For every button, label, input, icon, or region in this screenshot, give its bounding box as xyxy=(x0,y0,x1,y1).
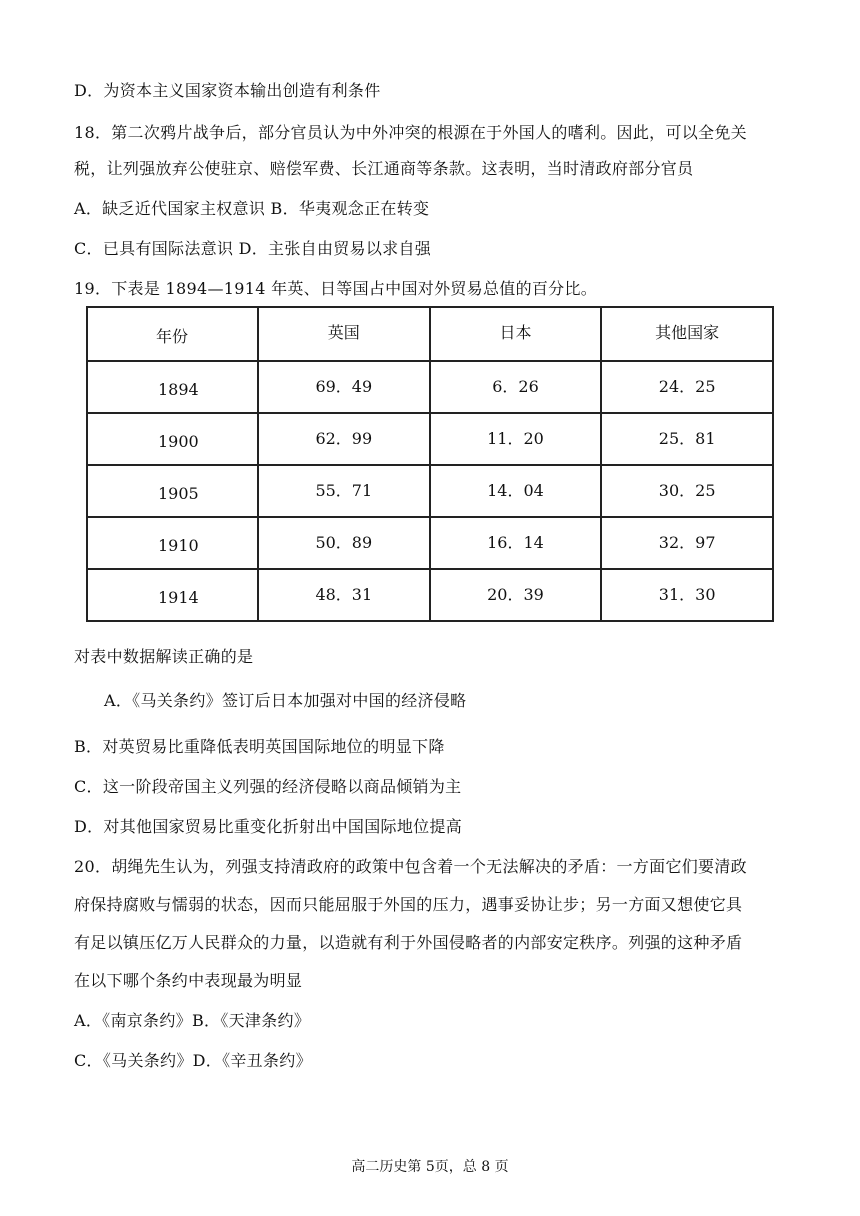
table-cell: 25．81 xyxy=(601,413,773,465)
q20-options-ab: A．《南京条约》B．《天津条约》 xyxy=(74,1011,311,1030)
table-cell: 20．39 xyxy=(430,569,602,621)
table-header-cell: 其他国家 xyxy=(601,307,773,361)
q20-stem-line-3: 有足以镇压亿万人民群众的力量，以造就有利于外国侵略者的内部安定秩序。列强的这种矛盾 xyxy=(74,933,743,952)
table-cell: 24．25 xyxy=(601,361,773,413)
table-row xyxy=(87,413,773,465)
table-cell: 1900 xyxy=(87,413,258,465)
table-header-cell: 英国 xyxy=(258,307,430,361)
q19-option-d: D．对其他国家贸易比重变化折射出中国国际地位提高 xyxy=(74,817,463,836)
q19-stem: 19．下表是 1894—1914 年英、日等国占中国对外贸易总值的百分比。 xyxy=(74,279,598,298)
table-header-row xyxy=(87,307,773,361)
table-cell: 1905 xyxy=(87,465,258,517)
q19-prompt: 对表中数据解读正确的是 xyxy=(74,647,254,666)
table-cell: 16．14 xyxy=(430,517,602,569)
q20-options-cd: C．《马关条约》D．《辛丑条约》 xyxy=(74,1051,312,1070)
table-header-cell: 年份 xyxy=(87,307,258,361)
table-cell: 48．31 xyxy=(258,569,430,621)
table-cell: 55．71 xyxy=(258,465,430,517)
q19-option-b: B．对英贸易比重降低表明英国国际地位的明显下降 xyxy=(74,737,445,756)
q19-option-a: A．《马关条约》签订后日本加强对中国的经济侵略 xyxy=(104,691,467,710)
table-row xyxy=(87,517,773,569)
table-row xyxy=(87,569,773,621)
table-cell: 14．04 xyxy=(430,465,602,517)
table-header-cell: 日本 xyxy=(430,307,602,361)
table-cell: 6．26 xyxy=(430,361,602,413)
q18-options-ab: A．缺乏近代国家主权意识 B．华夷观念正在转变 xyxy=(74,199,430,218)
table-cell: 1914 xyxy=(87,569,258,621)
q17-option-d: D．为资本主义国家资本输出创造有利条件 xyxy=(74,81,381,100)
q18-options-cd: C．已具有国际法意识 D．主张自由贸易以求自强 xyxy=(74,239,432,258)
q20-stem-line-2: 府保持腐败与懦弱的状态，因而只能屈服于外国的压力，遇事妥协让步；另一方面又想使它具 xyxy=(74,895,743,914)
q18-stem-line-1: 18．第二次鸦片战争后，部分官员认为中外冲突的根源在于外国人的嗜利。因此，可以全免关 xyxy=(74,123,747,142)
table-cell: 1910 xyxy=(87,517,258,569)
table-cell: 30．25 xyxy=(601,465,773,517)
table-row xyxy=(87,361,773,413)
table-cell: 11．20 xyxy=(430,413,602,465)
table-cell: 32．97 xyxy=(601,517,773,569)
q19-option-c: C．这一阶段帝国主义列强的经济侵略以商品倾销为主 xyxy=(74,777,462,796)
table-cell: 31．30 xyxy=(601,569,773,621)
page-footer: 高二历史第 5页，总 8 页 xyxy=(351,1159,509,1175)
q20-stem-line-4: 在以下哪个条约中表现最为明显 xyxy=(74,971,303,990)
table-cell: 69．49 xyxy=(258,361,430,413)
q20-stem-line-1: 20．胡绳先生认为，列强支持清政府的政策中包含着一个无法解决的矛盾：一方面它们要清政 xyxy=(74,857,747,876)
table-cell: 50．89 xyxy=(258,517,430,569)
table-cell: 1894 xyxy=(87,361,258,413)
q18-stem-line-2: 税，让列强放弃公使驻京、赔偿军费、长江通商等条款。这表明，当时清政府部分官员 xyxy=(74,159,694,178)
table-cell: 62．99 xyxy=(258,413,430,465)
table-row xyxy=(87,465,773,517)
trade-share-table xyxy=(86,306,774,622)
